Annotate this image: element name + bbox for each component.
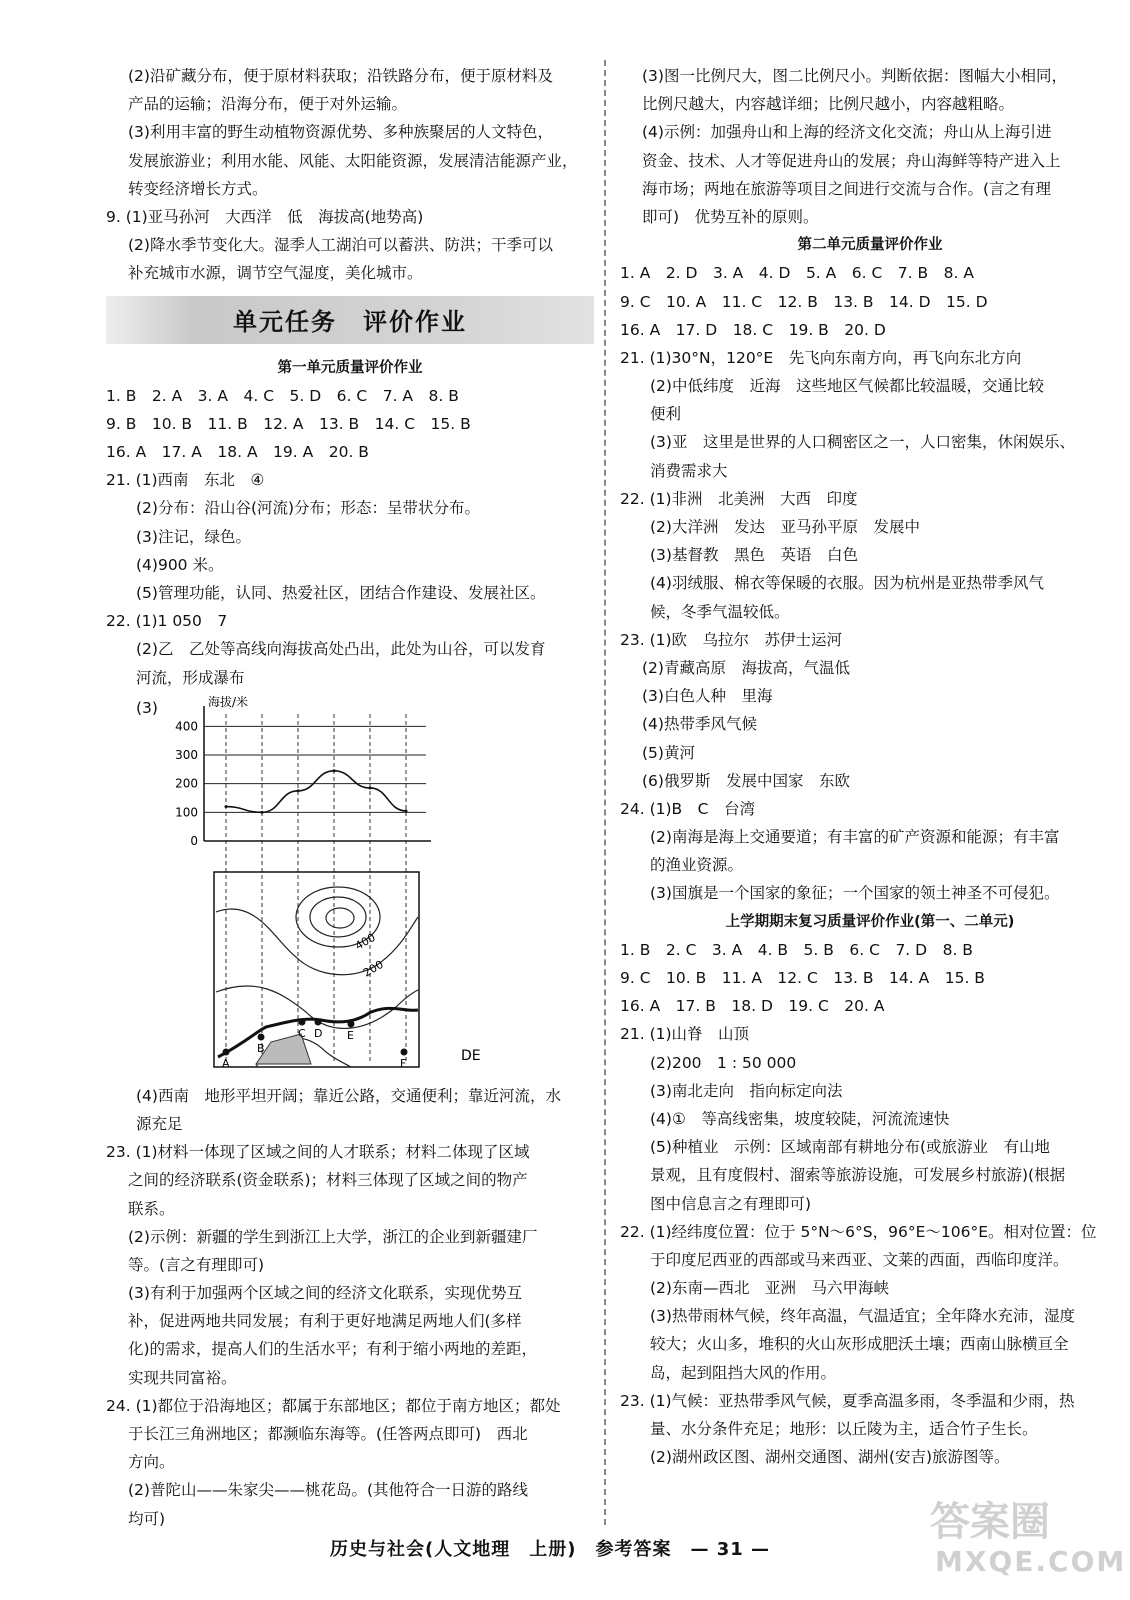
- answer-line: 实现共同富裕。: [128, 1368, 237, 1387]
- map-point-label: B: [257, 1041, 265, 1055]
- answer-line: (2)南海是海上交通要道；有丰富的矿产资源和能源；有丰富: [650, 828, 1060, 847]
- answer-line: 第二单元质量评价作业: [797, 237, 943, 254]
- answer-line: (3)国旗是一个国家的象征；一个国家的领土神圣不可侵犯。: [650, 884, 1060, 903]
- answer-line: 9. (1)亚马孙河 大西洋 低 海拔高(地势高): [106, 207, 424, 226]
- contour-label: 200: [361, 957, 386, 980]
- answer-line: (2)示例：新疆的学生到浙江上大学，浙江的企业到新疆建厂: [128, 1227, 538, 1246]
- answer-line: 发展旅游业；利用水能、风能、太阳能资源，发展清洁能源产业，: [128, 151, 578, 170]
- answer-line: 补，促进两地共同发展；有利于更好地满足两地人们(多样: [128, 1312, 522, 1331]
- contour-line: [326, 908, 354, 928]
- answer-line: 比例尺越大，内容越详细；比例尺越小，内容越粗略。: [642, 95, 1015, 114]
- answer-line: (2)湖州政区图、湖州交通图、湖州(安吉)旅游图等。: [650, 1448, 1010, 1467]
- answer-line: 22. (1)经纬度位置：位于 5°N～6°S，96°E～106°E。相对位置：位: [620, 1222, 1097, 1241]
- answer-line: (5)管理功能，认同、热爱社区，团结合作建设、发展社区。: [136, 584, 546, 602]
- answer-line: (4)900 米。: [136, 555, 224, 574]
- answer-line: 便利: [650, 405, 682, 424]
- contour-line: [310, 897, 366, 937]
- answer-line: 9. C 10. B 11. A 12. C 13. B 14. A 15. B: [620, 969, 985, 987]
- answer-line: 联系。: [128, 1199, 175, 1218]
- y-tick-label: 200: [175, 776, 198, 791]
- answer-line: 候，冬季气温较低。: [650, 602, 790, 621]
- answer-line: 的渔业资源。: [650, 856, 744, 875]
- answer-line: (3)南北走向 指向标定向法: [650, 1081, 843, 1100]
- map-point-label: C: [298, 1026, 306, 1040]
- profile-point-E: [369, 786, 372, 789]
- watermark-url: MXQE.COM: [935, 1545, 1127, 1578]
- right-answers: [620, 62, 1120, 1471]
- answer-line: (3)热带雨林气候，终年高温，气温适宜；全年降水充沛，湿度: [650, 1307, 1075, 1326]
- answer-line: 岛，起到阻挡大风的作用。: [650, 1363, 837, 1382]
- answer-line: 即可) 优势互补的原则。: [642, 207, 819, 226]
- left-column: [106, 62, 594, 1533]
- left-bottom-answers: [106, 1082, 594, 1533]
- answer-line: (6)俄罗斯 发展中国家 东欧: [642, 771, 850, 790]
- map-point-E: [348, 1020, 355, 1027]
- answer-line: 16. A 17. A 18. A 19. A 20. B: [106, 443, 369, 462]
- answer-line: 较大；火山多，堆积的火山灰形成肥沃土壤；西南山脉横亘全: [650, 1335, 1069, 1354]
- map-point-D: [315, 1018, 322, 1025]
- answer-line: 23. (1)材料一体现了区域之间的人才联系；材料二体现了区域: [106, 1143, 530, 1162]
- unit-one-answers: [106, 354, 594, 692]
- map-point-B: [258, 1033, 265, 1040]
- answer-line: (3)注记，绿色。: [136, 527, 251, 546]
- y-axis-label: 海拔/米: [208, 694, 249, 709]
- answer-line: 于印度尼西亚的西部或马来西亚、文莱的西面，西临印度洋。: [650, 1250, 1069, 1269]
- answer-line: 产品的运输；沿海分布，便于对外运输。: [128, 95, 408, 114]
- contour-line: [216, 909, 418, 975]
- answer-line: 9. B 10. B 11. B 12. A 13. B 14. C 15. B: [106, 414, 471, 433]
- answer-line: (3)亚 这里是世界的人口稠密区之一，人口密集，休闲娱乐、: [650, 433, 1075, 452]
- answer-line: (5)种植业 示例：区域南部有耕地分布(或旅游业 有山地: [650, 1138, 1051, 1157]
- column-divider: [604, 60, 606, 1525]
- answer-line: (4)西南 地形平坦开阔；靠近公路，交通便利；靠近河流，水: [136, 1086, 561, 1105]
- map-point-F: [401, 1048, 408, 1055]
- answer-line: (4)① 等高线密集，坡度较陡，河流流速快: [650, 1109, 950, 1128]
- profile-point-C: [297, 789, 300, 792]
- map-point-label: F: [400, 1056, 407, 1070]
- watermark-logo: 答案圈: [930, 1499, 1050, 1545]
- answer-line: 16. A 17. D 18. C 19. B 20. D: [620, 320, 886, 339]
- answer-line: (2)降水季节变化大。湿季人工湖泊可以蓄洪、防洪；干季可以: [128, 236, 553, 255]
- answer-line: 均可): [128, 1509, 166, 1528]
- answer-line: (2)沿矿藏分布，便于原材料获取；沿铁路分布，便于原材料及: [128, 67, 553, 85]
- answer-line: 第一单元质量评价作业: [277, 359, 423, 376]
- answer-line: 景观，且有度假村、溜索等旅游设施，可发展乡村旅游)(根据: [650, 1166, 1066, 1185]
- y-tick-label: 300: [175, 747, 198, 762]
- answer-line: 23. (1)气候：亚热带季风气候，夏季高温多雨，冬季温和少雨，热: [620, 1391, 1075, 1410]
- answer-line: (5)黄河: [642, 743, 695, 762]
- answer-line: (3)利用丰富的野生动植物资源优势、多种族聚居的人文特色，: [128, 123, 553, 142]
- answer-line: 补充城市水源，调节空气湿度，美化城市。: [128, 264, 423, 283]
- map-point-A: [223, 1048, 230, 1055]
- right-column: [620, 62, 1120, 1471]
- answer-line: (3)基督教 黑色 英语 白色: [650, 546, 858, 565]
- answer-line: (4)羽绒服、棉衣等保暖的衣服。因为杭州是亚热带季风气: [650, 574, 1044, 593]
- answer-line: (2)乙 乙处等高线向海拔高处凸出，此处为山谷，可以发育: [136, 640, 546, 659]
- answer-line: (2)200 1 : 50 000: [650, 1053, 797, 1072]
- map-point-label: A: [222, 1056, 230, 1070]
- answer-line: 上学期期末复习质量评价作业(第一、二单元): [725, 913, 1015, 930]
- profile-point-D: [333, 769, 336, 772]
- answer-line: (2)青藏高原 海拔高，气温低: [642, 658, 850, 677]
- side-label: DE: [461, 1047, 481, 1064]
- answer-line: (3)白色人种 里海: [642, 687, 773, 706]
- answer-line: 海市场；两地在旅游等项目之间进行交流与合作。(言之有理: [642, 179, 1052, 198]
- profile-point-B: [261, 811, 264, 814]
- figure-number: (3): [136, 698, 158, 717]
- answer-line: 量、水分条件充足；地形：以丘陵为主，适合竹子生长。: [650, 1420, 1038, 1438]
- y-tick-label: 100: [175, 805, 198, 820]
- answer-line: 24. (1)B C 台湾: [620, 799, 755, 818]
- answer-line: 9. C 10. A 11. C 12. B 13. B 14. D 15. D: [620, 292, 988, 311]
- answer-line: 1. A 2. D 3. A 4. D 5. A 6. C 7. B 8. A: [620, 264, 974, 283]
- answer-line: (2)中低纬度 近海 这些地区气候都比较温暖，交通比较: [650, 377, 1044, 396]
- answer-line: 河流，形成瀑布: [136, 668, 245, 687]
- answer-line: (4)示例：加强舟山和上海的经济文化交流；舟山从上海引进: [642, 123, 1052, 142]
- answer-line: 24. (1)都位于沿海地区；都属于东部地区；都位于南方地区；都处: [106, 1396, 561, 1415]
- answer-line: 1. B 2. C 3. A 4. B 5. B 6. C 7. D 8. B: [620, 940, 973, 959]
- answer-line: 16. A 17. B 18. D 19. C 20. A: [620, 997, 885, 1016]
- answer-line: 22. (1)非洲 北美洲 大西 印度: [620, 489, 858, 508]
- answer-line: 源充足: [136, 1114, 183, 1133]
- answer-line: 1. B 2. A 3. A 4. C 5. D 6. C 7. A 8. B: [106, 386, 459, 405]
- answer-line: 化)的需求，提高人们的生活水平；有利于缩小两地的差距，: [128, 1340, 538, 1359]
- answer-line: 23. (1)欧 乌拉尔 苏伊士运河: [620, 630, 843, 649]
- answer-line: (2)东南—西北 亚洲 马六甲海峡: [650, 1279, 889, 1298]
- map-point-label: D: [314, 1026, 323, 1040]
- profile-point-F: [405, 809, 408, 812]
- answer-line: 转变经济增长方式。: [128, 179, 268, 198]
- answer-line: 21. (1)30°N，120°E 先飞向东南方向，再飞向东北方向: [620, 348, 1022, 367]
- answer-line: 之间的经济联系(资金联系)；材料三体现了区域之间的物产: [128, 1171, 528, 1190]
- answer-line: 资金、技术、人才等促进舟山的发展；舟山海鲜等特产进入上: [642, 151, 1061, 170]
- profile-line: [226, 771, 406, 813]
- section-banner: 单元任务 评价作业: [106, 296, 594, 344]
- answer-line: (2)大洋洲 发达 亚马孙平原 发展中: [650, 518, 920, 536]
- answer-line: 于长江三角洲地区；都濒临东海等。(任答两点即可) 西北: [128, 1425, 528, 1443]
- answer-line: (3)图一比例尺大，图二比例尺小。判断依据：图幅大小相同，: [642, 67, 1067, 85]
- terrain-figure: [106, 692, 594, 1082]
- answer-line: 21. (1)山脊 山顶: [620, 1025, 750, 1044]
- left-top-answers: [106, 62, 594, 288]
- profile-and-contour-svg: [106, 692, 594, 1082]
- answer-line: 消费需求大: [650, 461, 728, 480]
- answer-line: (2)普陀山——朱家尖——桃花岛。(其他符合一日游的路线: [128, 1481, 529, 1500]
- answer-line: 21. (1)西南 东北 ④: [106, 471, 265, 490]
- y-tick-label: 0: [190, 833, 198, 848]
- contour-label: 400: [353, 930, 378, 953]
- y-tick-label: 400: [175, 719, 198, 734]
- answer-line: (2)分布：沿山谷(河流)分布；形态：呈带状分布。: [136, 499, 481, 518]
- answer-line: 等。(言之有理即可): [128, 1255, 265, 1274]
- answer-line: 方向。: [128, 1453, 175, 1472]
- answer-line: 22. (1)1 050 7: [106, 612, 228, 631]
- profile-point-A: [225, 805, 228, 808]
- map-point-label: E: [347, 1028, 354, 1042]
- answer-line: 图中信息言之有理即可): [650, 1194, 812, 1213]
- map-point-C: [299, 1018, 306, 1025]
- answer-line: (3)有利于加强两个区域之间的经济文化联系，实现优势互: [128, 1284, 522, 1303]
- page-footer: 历史与社会(人文地理 上册) 参考答案 — 31 —: [330, 1539, 771, 1560]
- answer-line: (4)热带季风气候: [642, 715, 757, 734]
